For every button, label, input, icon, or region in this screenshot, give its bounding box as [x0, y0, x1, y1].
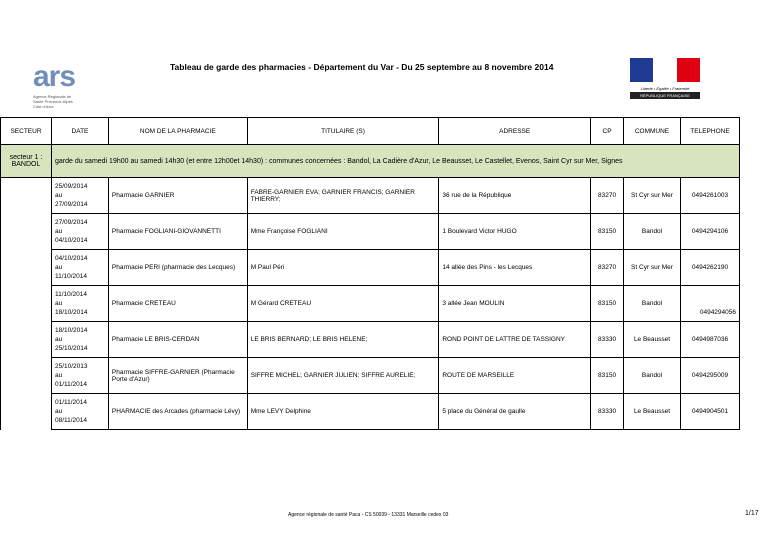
postal-code: 83270: [591, 250, 624, 286]
ars-logo-subtitle: Agence Régionale de Santé Provence-Alpes Côte d'Azur: [33, 94, 73, 109]
page-title: Tableau de garde des pharmacies - Département du Var - Du 25 septembre au 8 novembre 2014: [170, 62, 554, 72]
date-from: 18/10/2014: [54, 327, 88, 334]
republique-francaise-logo: [630, 58, 700, 100]
sector-label: secteur 1 : BANDOL: [1, 145, 52, 178]
col-pharmacie: NOM DE LA PHARMACIE: [108, 118, 247, 145]
phone: 0494261003: [680, 178, 739, 214]
col-commune: COMMUNE: [624, 118, 681, 145]
date-from: 25/09/2014: [54, 183, 88, 190]
table-row: [1, 178, 740, 214]
holder-name: Mme Françoise FOGLIANI: [247, 214, 439, 250]
pharmacy-name: Pharmacie PERI (pharmacie des Lecques): [108, 250, 247, 286]
french-flag-icon: [630, 58, 700, 82]
date-au: au: [54, 336, 63, 343]
date-cell: [51, 214, 108, 250]
address: ROND POINT DE LATTRE DE TASSIGNY: [439, 322, 591, 358]
sector-description: garde du samedi 19h00 au samedi 14h30 (et entre 12h00et 14h30) : communes concernées : Bandol, La Cadière d'Azur, Le Beausset, Le Castellet, Evenos, Saint Cyr sur Mer, Signes: [51, 145, 739, 178]
pharmacy-name: PHARMACIE des Arcades (pharmacie Lévy): [108, 394, 247, 430]
holder-name: M Paul Péri: [247, 250, 439, 286]
sector-cell: [1, 394, 52, 430]
sector-cell: [1, 322, 52, 358]
table-row: [1, 322, 740, 358]
address: 3 allée Jean MOULIN: [439, 286, 591, 322]
postal-code: 83150: [591, 286, 624, 322]
commune: Bandol: [624, 286, 681, 322]
holder-name: SIFFRE MICHEL; GARNIER JULIEN; SIFFRE AURELIE;: [247, 358, 439, 394]
date-to: 27/09/2014: [54, 201, 88, 208]
table-row: [1, 214, 740, 250]
commune: Bandol: [624, 214, 681, 250]
col-date: DATE: [51, 118, 108, 145]
table-row: [1, 250, 740, 286]
ars-logo: [33, 60, 103, 120]
phone: 0494987036: [680, 322, 739, 358]
sector-cell: [1, 178, 52, 214]
date-to: 08/11/2014: [54, 417, 88, 424]
postal-code: 83150: [591, 358, 624, 394]
date-from: 01/11/2014: [54, 399, 88, 406]
holder-name: LE BRIS BERNARD; LE BRIS HELENE;: [247, 322, 439, 358]
date-au: au: [54, 372, 63, 379]
date-cell: [51, 322, 108, 358]
commune: St Cyr sur Mer: [624, 178, 681, 214]
date-from: 04/10/2014: [54, 255, 88, 262]
date-cell: [51, 286, 108, 322]
page-number: 1/17: [745, 510, 759, 517]
footer-address: Agence régionale de santé Paca - CS 50039 - 13331 Marseille cedex 03: [288, 512, 449, 518]
date-cell: [51, 178, 108, 214]
sector-cell: [1, 286, 52, 322]
rf-name: RÉPUBLIQUE FRANÇAISE: [630, 92, 700, 99]
date-from: 25/10/2013: [54, 363, 88, 370]
date-au: au: [54, 300, 63, 307]
sector-row: [1, 145, 740, 178]
sector-cell: [1, 358, 52, 394]
date-au: au: [54, 408, 63, 415]
date-from: 11/10/2014: [54, 291, 88, 298]
address: 1 Boulevard Victor HUGO: [439, 214, 591, 250]
ars-logo-text: ars: [33, 60, 76, 93]
date-au: au: [54, 192, 63, 199]
table-header-row: [1, 118, 740, 145]
date-to: 01/11/2014: [54, 381, 88, 388]
table-row: [1, 286, 740, 322]
col-titulaire: TITULAIRE (S): [247, 118, 439, 145]
pharmacy-name: Pharmacie FOGLIANI-GIOVANNETTI: [108, 214, 247, 250]
postal-code: 83150: [591, 214, 624, 250]
address: 14 allée des Pins - les Lecques: [439, 250, 591, 286]
phone: 0494262190: [680, 250, 739, 286]
pharmacy-duty-table: [0, 117, 740, 430]
date-to: 04/10/2014: [54, 237, 88, 244]
rf-motto: Liberté • Égalité • Fraternité: [640, 86, 690, 91]
address: ROUTE DE MARSEILLE: [439, 358, 591, 394]
col-cp: CP: [591, 118, 624, 145]
pharmacy-name: Pharmacie LE BRIS-CERDAN: [108, 322, 247, 358]
pharmacy-name: Pharmacie GARNIER: [108, 178, 247, 214]
date-to: 11/10/2014: [54, 273, 88, 280]
date-to: 25/10/2014: [54, 345, 88, 352]
date-cell: [51, 250, 108, 286]
table-row: [1, 394, 740, 430]
date-to: 18/10/2014: [54, 309, 88, 316]
col-secteur: SECTEUR: [1, 118, 52, 145]
commune: Bandol: [624, 358, 681, 394]
commune: St Cyr sur Mer: [624, 250, 681, 286]
table-row: [1, 358, 740, 394]
date-au: au: [54, 264, 63, 271]
date-au: au: [54, 228, 63, 235]
phone: 0494295009: [680, 358, 739, 394]
address: 36 rue de la République: [439, 178, 591, 214]
date-cell: [51, 394, 108, 430]
phone: 0494294106: [680, 214, 739, 250]
postal-code: 83330: [591, 394, 624, 430]
date-from: 27/09/2014: [54, 219, 88, 226]
phone: 0494904501: [680, 394, 739, 430]
col-telephone: TELEPHONE: [680, 118, 739, 145]
holder-name: M Gérard CRETEAU: [247, 286, 439, 322]
phone: 0494294056: [699, 309, 736, 316]
sector-cell: [1, 214, 52, 250]
pharmacy-name: Pharmacie SIFFRE-GARNIER (Pharmacie Porte d'Azur): [108, 358, 247, 394]
address: 5 place du Général de gaulle: [439, 394, 591, 430]
sector-cell: [1, 250, 52, 286]
postal-code: 83330: [591, 322, 624, 358]
date-cell: [51, 358, 108, 394]
pharmacy-name: Pharmacie CRETEAU: [108, 286, 247, 322]
commune: Le Beausset: [624, 322, 681, 358]
holder-name: FABRE-GARNIER EVA; GARNIER FRANCIS; GARNIER THIERRY;: [247, 178, 439, 214]
postal-code: 83270: [591, 178, 624, 214]
commune: Le Beausset: [624, 394, 681, 430]
col-adresse: ADRESSE: [439, 118, 591, 145]
holder-name: Mme LEVY Delphine: [247, 394, 439, 430]
phone-cell: [680, 286, 739, 322]
